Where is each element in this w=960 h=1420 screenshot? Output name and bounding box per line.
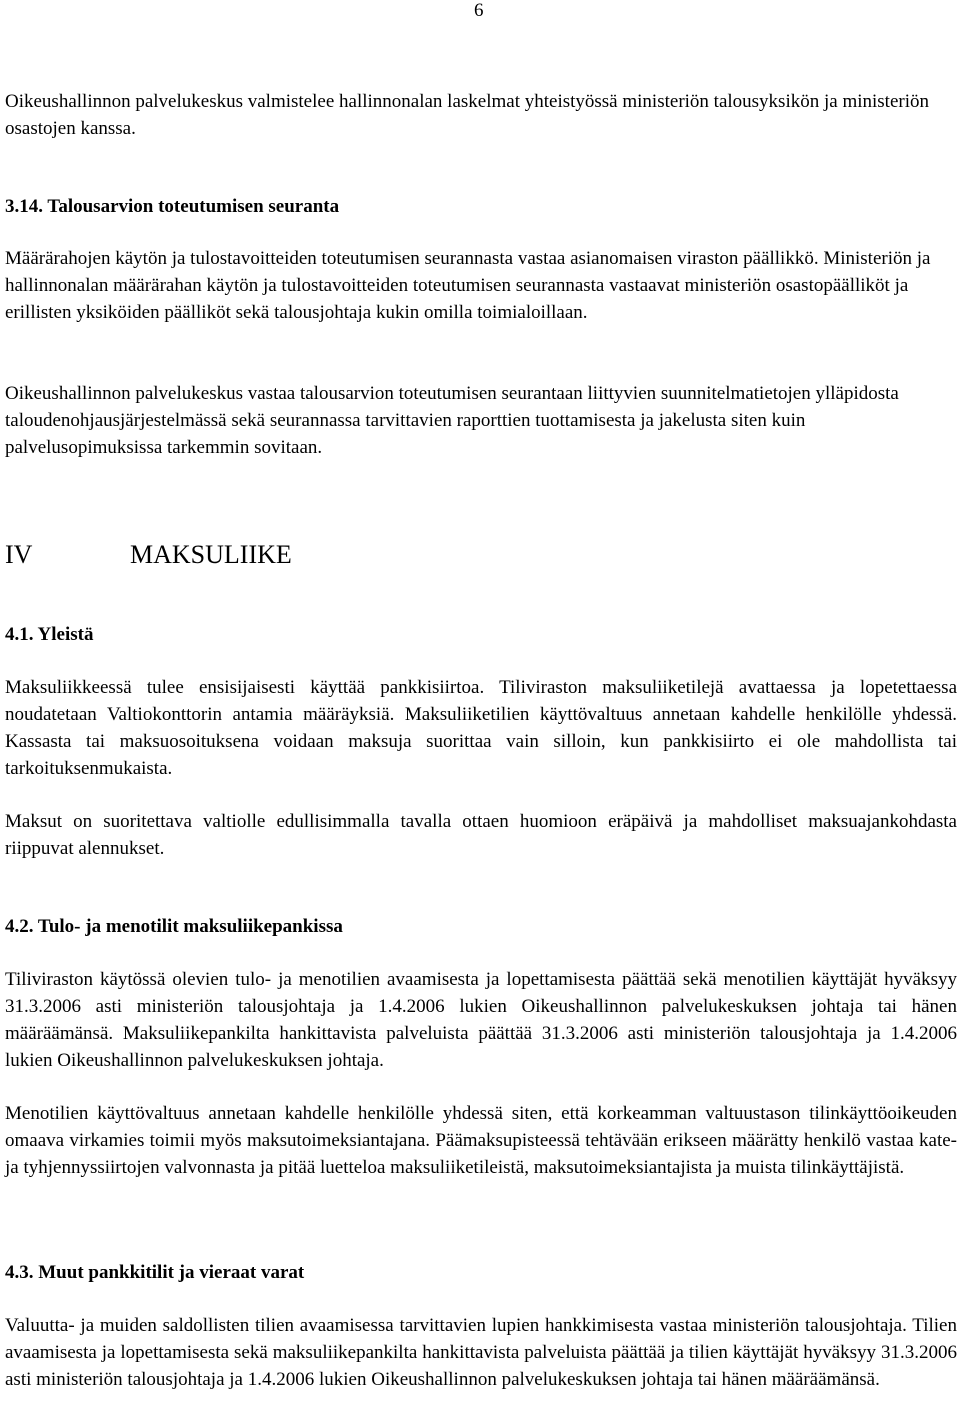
- paragraph-4-2-1: Tiliviraston käytössä olevien tulo- ja menotilien avaamisesta ja lopettamisesta päättää sekä menotilien käyttäjät hyväksyy 31.3.2006 asti ministeriön talousjohtaja ja 1.4.2006 lukien Oikeushallinnon palvelukeskuksen johtaja tai hänen määräämänsä. Maksuliikepankilta hankittavista palveluista päättää 31.3.2006 asti ministeriön talousjohtaja ja 1.4.2006 lukien Oikeushallinnon palvelukeskuksen johtaja.: [5, 969, 957, 1071]
- paragraph-4-1-2: Maksut on suoritettava valtiolle edullisimmalla tavalla ottaen huomioon eräpäivä ja mahdolliset maksuajankohdasta riippuvat alennukset.: [5, 811, 957, 859]
- section-heading-4-2: 4.2. Tulo- ja menotilit maksuliikepankissa: [5, 916, 343, 937]
- intro-paragraph: Oikeushallinnon palvelukeskus valmistelee hallinnonalan laskelmat yhteistyössä ministeriön talousyksikön ja ministeriön osastojen kanssa.: [5, 91, 929, 139]
- paragraph-4-1-1: Maksuliikkeessä tulee ensisijaisesti käyttää pankkisiirtoa. Tiliviraston maksuliiketilejä avattaessa ja lopetettaessa noudatetaan Valtiokonttorin antamia määräyksiä. Maksuliiketilien käyttövaltuus annetaan kahdelle henkilölle yhdessä. Kassasta tai maksuosoituksena voidaan maksuja suorittaa vain silloin, kun pankkisiirto ei ole mahdollista tai tarkoituksenmukaista.: [5, 677, 957, 779]
- section-heading-3-14: 3.14. Talousarvion toteutumisen seuranta: [5, 196, 340, 217]
- chapter-title: MAKSULIIKE: [130, 540, 292, 569]
- page-number: 6: [474, 0, 484, 21]
- section-heading-4-1: 4.1. Yleistä: [5, 624, 94, 645]
- paragraph-4-3-1: Valuutta- ja muiden saldollisten tilien avaamisessa tarvittavien lupien hankkimisesta vastaa ministeriön talousjohtaja. Tilien avaamisesta ja lopettamisesta sekä maksuliikepankilta hankittavista palveluista päättää ja tilien käyttäjät hyväksyy 31.3.2006 asti ministeriön talousjohtaja ja 1.4.2006 lukien Oikeushallinnon palvelukeskuksen johtaja tai hänen määräämänsä.: [5, 1315, 957, 1390]
- paragraph-3-14-2: Oikeushallinnon palvelukeskus vastaa talousarvion toteutumisen seurantaan liittyvien suunnitelmatietojen ylläpidosta taloudenohjausjärjestelmässä sekä seurannassa tarvittavien raporttien tuottamisesta ja jakelusta siten kuin palvelusopimuksissa tarkemmin sovitaan.: [5, 383, 899, 458]
- chapter-number: IV: [5, 540, 33, 569]
- paragraph-4-2-2: Menotilien käyttövaltuus annetaan kahdelle henkilölle yhdessä siten, että korkeamman valtuustason tilinkäyttöoikeuden omaava virkamies toimii myös maksutoimeksiantajana. Päämaksupisteessä tehtävään erikseen määrätty henkilö vastaa kate- ja tyhjennyssiirtojen valvonnasta ja pitää luetteloa maksuliiketileistä, maksutoimeksiantajista ja muista tilinkäyttäjistä.: [5, 1103, 957, 1178]
- section-heading-4-3: 4.3. Muut pankkitilit ja vieraat varat: [5, 1262, 305, 1283]
- paragraph-3-14-1: Määrärahojen käytön ja tulostavoitteiden toteutumisen seurannasta vastaa asianomaisen viraston päällikkö. Ministeriön ja hallinnonalan määrärahan käytön ja tulostavoitteiden toteutumisen seurannasta vastaavat ministeriön osastopäälliköt ja erillisten yksiköiden päälliköt sekä talousjohtaja kukin omilla toimialoillaan.: [5, 248, 931, 323]
